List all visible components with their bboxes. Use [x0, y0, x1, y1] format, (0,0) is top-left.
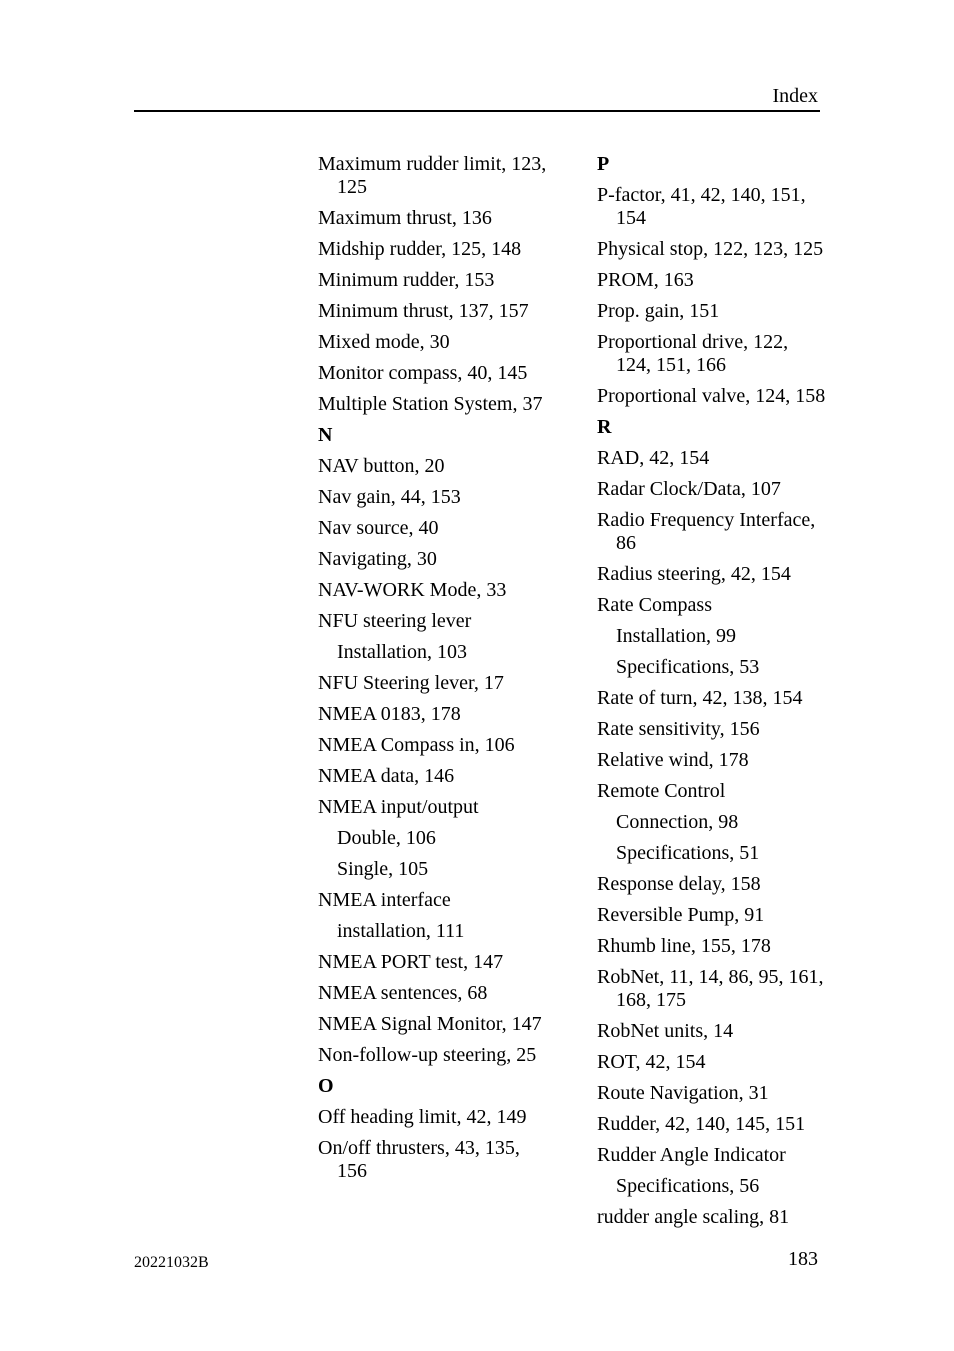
index-entry-line: O — [318, 1075, 334, 1097]
index-entry-line: NMEA input/output — [318, 796, 479, 818]
index-entry — [597, 935, 865, 958]
index-entry — [597, 1020, 865, 1043]
index-entry — [597, 238, 865, 261]
index-entry-line: Rhumb line, 155, 178 — [597, 935, 771, 957]
index-entry — [597, 749, 865, 772]
index-entry — [318, 153, 586, 199]
index-entry — [597, 563, 865, 586]
index-entry — [318, 610, 586, 633]
index-entry-line: Maximum thrust, 136 — [318, 207, 492, 229]
index-entry-line: On/off thrusters, 43, 135, — [318, 1137, 520, 1159]
index-entry-line: PROM, 163 — [597, 269, 694, 291]
index-entry — [597, 594, 865, 617]
index-entry-line: installation, 111 — [337, 920, 465, 942]
footer-page-number: 183 — [788, 1248, 818, 1270]
index-entry — [597, 1051, 865, 1074]
index-entry-line: RobNet units, 14 — [597, 1020, 734, 1042]
index-entry — [318, 703, 586, 726]
index-entry-line: Midship rudder, 125, 148 — [318, 238, 522, 260]
index-entry — [318, 238, 586, 261]
index-entry — [597, 1082, 865, 1105]
index-subentry — [318, 920, 586, 943]
index-entry-line: rudder angle scaling, 81 — [597, 1206, 790, 1228]
index-entry-line: Double, 106 — [337, 827, 436, 849]
index-entry-line: 86 — [616, 532, 636, 554]
index-entry — [597, 269, 865, 292]
index-entry — [597, 1113, 865, 1136]
index-entry — [318, 734, 586, 757]
index-section-heading — [318, 424, 586, 447]
page-header-title: Index — [772, 85, 818, 107]
index-entry-line: Monitor compass, 40, 145 — [318, 362, 528, 384]
index-entry-line: Rudder, 42, 140, 145, 151 — [597, 1113, 806, 1135]
index-entry-line: Installation, 99 — [616, 625, 736, 647]
index-entry-line: Minimum rudder, 153 — [318, 269, 495, 291]
index-subentry — [597, 656, 865, 679]
index-entry — [597, 184, 865, 230]
index-entry — [318, 548, 586, 571]
index-entry-line: NAV-WORK Mode, 33 — [318, 579, 507, 601]
index-section-heading — [597, 153, 865, 176]
index-entry-line: 168, 175 — [616, 989, 686, 1011]
index-subentry — [318, 858, 586, 881]
index-entry-line: Rate sensitivity, 156 — [597, 718, 760, 740]
index-entry-line: Specifications, 51 — [616, 842, 760, 864]
index-entry-line: Radio Frequency Interface, — [597, 509, 816, 531]
index-entry-line: Minimum thrust, 137, 157 — [318, 300, 529, 322]
index-entry-line: Installation, 103 — [337, 641, 467, 663]
index-entry — [318, 362, 586, 385]
index-entry-line: Rate of turn, 42, 138, 154 — [597, 687, 803, 709]
index-column-left — [318, 153, 586, 1191]
index-entry-line: 154 — [616, 207, 646, 229]
index-subentry — [318, 641, 586, 664]
index-entry-line: Radius steering, 42, 154 — [597, 563, 791, 585]
header-rule — [134, 110, 820, 112]
index-entry-line: Rudder Angle Indicator — [597, 1144, 786, 1166]
index-entry — [318, 579, 586, 602]
index-entry — [597, 385, 865, 408]
index-entry-line: 124, 151, 166 — [616, 354, 726, 376]
index-entry — [318, 796, 586, 819]
footer-document-number: 20221032B — [134, 1254, 209, 1271]
index-entry — [318, 889, 586, 912]
index-entry-line: Connection, 98 — [616, 811, 739, 833]
index-entry — [597, 966, 865, 1012]
index-entry-line: NMEA Compass in, 106 — [318, 734, 515, 756]
index-entry-line: Route Navigation, 31 — [597, 1082, 769, 1104]
index-entry — [318, 207, 586, 230]
index-entry — [597, 1206, 865, 1229]
index-entry — [318, 1106, 586, 1129]
index-subentry — [597, 842, 865, 865]
index-entry-line: P — [597, 153, 610, 175]
index-entry-line: Proportional valve, 124, 158 — [597, 385, 826, 407]
index-entry — [597, 331, 865, 377]
index-entry — [597, 904, 865, 927]
index-entry-line: NMEA PORT test, 147 — [318, 951, 504, 973]
index-entry-line: R — [597, 416, 612, 438]
index-entry-line: Specifications, 56 — [616, 1175, 760, 1197]
index-entry — [318, 455, 586, 478]
index-entry — [318, 672, 586, 695]
index-entry-line: Mixed mode, 30 — [318, 331, 450, 353]
index-entry-line: NMEA 0183, 178 — [318, 703, 461, 725]
index-entry-line: NMEA Signal Monitor, 147 — [318, 1013, 542, 1035]
index-entry — [597, 1144, 865, 1167]
index-entry-line: Maximum rudder limit, 123, — [318, 153, 547, 175]
index-entry-line: NFU steering lever — [318, 610, 472, 632]
index-column-right — [597, 153, 865, 1237]
index-entry-line: 156 — [337, 1160, 367, 1182]
index-entry-line: 125 — [337, 176, 367, 198]
index-entry-line: Response delay, 158 — [597, 873, 761, 895]
index-entry-line: RAD, 42, 154 — [597, 447, 710, 469]
index-subentry — [597, 1175, 865, 1198]
index-section-heading — [318, 1075, 586, 1098]
index-subentry — [318, 827, 586, 850]
index-entry-line: Rate Compass — [597, 594, 712, 616]
index-entry-line: N — [318, 424, 333, 446]
index-entry-line: Prop. gain, 151 — [597, 300, 720, 322]
index-entry-line: Nav source, 40 — [318, 517, 439, 539]
index-entry — [318, 765, 586, 788]
index-entry — [597, 300, 865, 323]
index-entry-line: NMEA interface — [318, 889, 451, 911]
index-entry — [597, 687, 865, 710]
index-entry — [318, 331, 586, 354]
index-entry-line: NMEA data, 146 — [318, 765, 455, 787]
index-entry — [597, 447, 865, 470]
index-entry-line: Single, 105 — [337, 858, 429, 880]
index-entry — [318, 982, 586, 1005]
index-entry — [318, 1137, 586, 1183]
index-entry — [318, 1044, 586, 1067]
index-entry-line: Reversible Pump, 91 — [597, 904, 765, 926]
index-entry — [597, 780, 865, 803]
index-entry-line: Specifications, 53 — [616, 656, 760, 678]
index-entry-line: Multiple Station System, 37 — [318, 393, 543, 415]
index-entry — [597, 873, 865, 896]
index-entry-line: Radar Clock/Data, 107 — [597, 478, 781, 500]
index-entry-line: P-factor, 41, 42, 140, 151, — [597, 184, 806, 206]
index-entry — [597, 509, 865, 555]
index-subentry — [597, 625, 865, 648]
index-entry-line: Off heading limit, 42, 149 — [318, 1106, 527, 1128]
index-entry-line: RobNet, 11, 14, 86, 95, 161, — [597, 966, 824, 988]
index-entry-line: Proportional drive, 122, — [597, 331, 789, 353]
index-entry-line: Navigating, 30 — [318, 548, 437, 570]
index-entry-line: NMEA sentences, 68 — [318, 982, 488, 1004]
index-entry — [318, 269, 586, 292]
index-entry-line: ROT, 42, 154 — [597, 1051, 706, 1073]
index-entry — [318, 393, 586, 416]
index-entry — [318, 486, 586, 509]
index-entry — [597, 478, 865, 501]
index-entry-line: Relative wind, 178 — [597, 749, 749, 771]
index-entry — [318, 951, 586, 974]
index-entry — [318, 300, 586, 323]
index-entry-line: Nav gain, 44, 153 — [318, 486, 461, 508]
index-entry-line: NFU Steering lever, 17 — [318, 672, 504, 694]
index-section-heading — [597, 416, 865, 439]
index-entry — [318, 517, 586, 540]
index-entry-line: Physical stop, 122, 123, 125 — [597, 238, 824, 260]
index-entry-line: NAV button, 20 — [318, 455, 445, 477]
index-entry-line: Remote Control — [597, 780, 726, 802]
index-entry — [597, 718, 865, 741]
index-entry-line: Non-follow-up steering, 25 — [318, 1044, 537, 1066]
index-entry — [318, 1013, 586, 1036]
index-subentry — [597, 811, 865, 834]
